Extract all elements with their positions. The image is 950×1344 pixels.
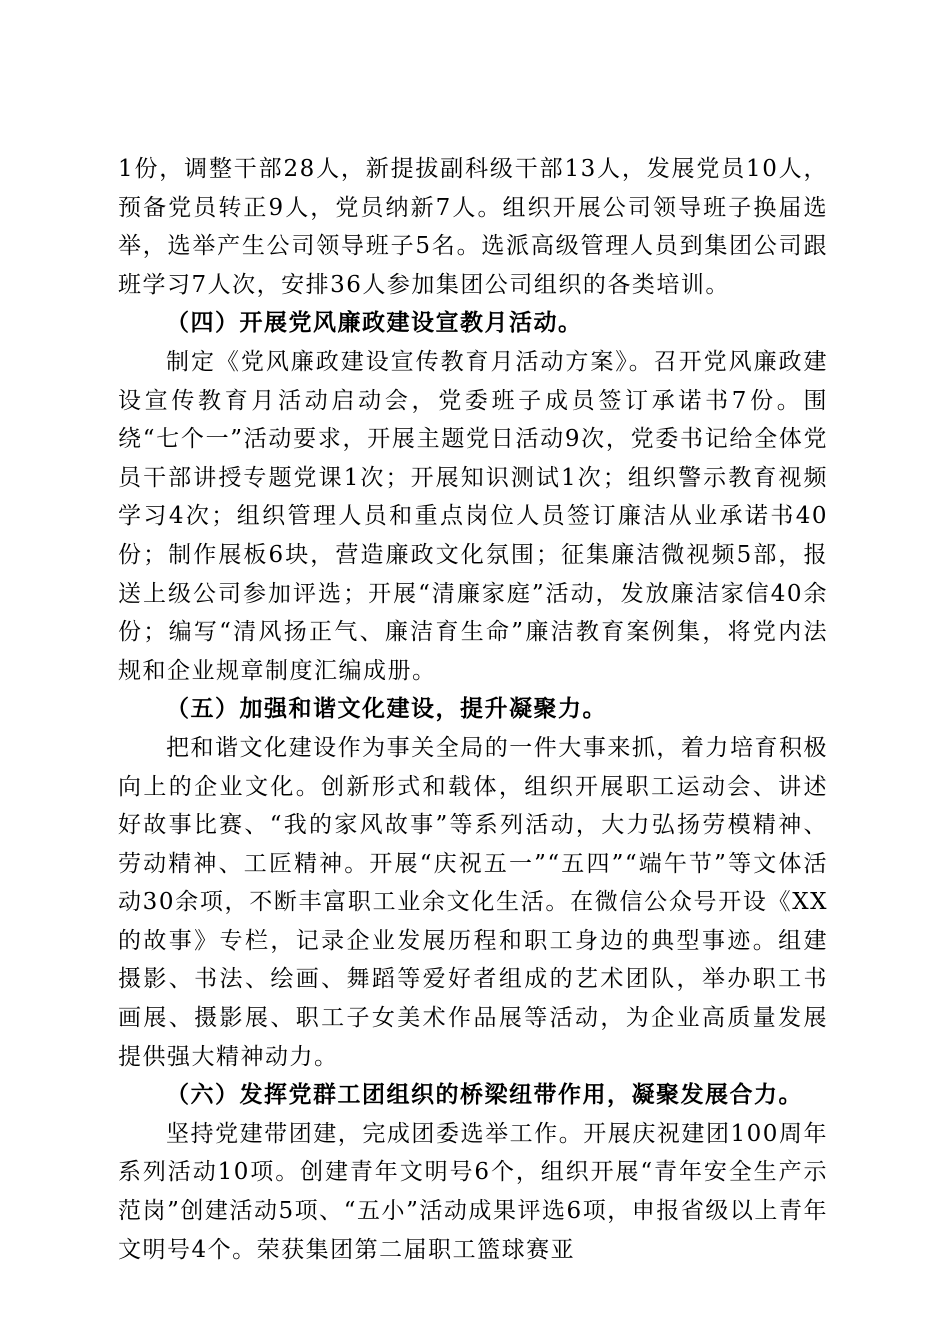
paragraph-youth-league: 坚持党建带团建，完成团委选举工作。开展庆祝建团100周年系列活动10项。创建青年文明号6个，组织开展“青年安全生产示范岗”创建活动5项、“五小”活动成果评选6项，申报省级以上青年文明号4个。荣获集团第二届职工篮球赛亚 [118, 1120, 828, 1263]
heading-section-5: （五）加强和谐文化建设，提升凝聚力。 [166, 695, 607, 723]
paragraph-harmony-culture: 把和谐文化建设作为事关全局的一件大事来抓，着力培育积极向上的企业文化。创新形式和载体，组织开展职工运动会、讲述好故事比赛、“我的家风故事”等系列活动，大力弘扬劳模精神、劳动精神、工匠精神。开展“庆祝五一”“五四”“端午节”等文体活动30余项，不断丰富职工业余文化生活。在微信公众号开设《XX的故事》专栏，记录企业发展历程和职工身边的典型事迹。组建摄影、书法、绘画、舞蹈等爱好者组成的艺术团队，举办职工书画展、摄影展、职工子女美术作品展等活动，为企业高质量发展提供强大精神动力。 [118, 734, 828, 1070]
document-body [118, 150, 828, 1269]
paragraph-integrity-month: 制定《党风廉政建设宣传教育月活动方案》。召开党风廉政建设宣传教育月活动启动会，党委班子成员签订承诺书7份。围绕“七个一”活动要求，开展主题党日活动9次，党委书记给全体党员干部讲授专题党课1次；开展知识测试1次；组织警示教育视频学习4次；组织管理人员和重点岗位人员签订廉洁从业承诺书40份；制作展板6块，营造廉政文化氛围；征集廉洁微视频5部，报送上级公司参加评选；开展“清廉家庭”活动，发放廉洁家信40余份；编写“清风扬正气、廉洁育生命”廉洁教育案例集，将党内法规和企业规章制度汇编成册。 [118, 348, 828, 684]
paragraph-training-stats: 1份，调整干部28人，新提拔副科级干部13人，发展党员10人，预备党员转正9人，党员纳新7人。组织开展公司领导班子换届选举，选举产生公司领导班子5名。选派高级管理人员到集团公司跟班学习7人次，安排36人参加集团公司组织的各类培训。 [118, 156, 828, 298]
heading-section-6: （六）发挥党群工团组织的桥梁纽带作用，凝聚发展合力。 [166, 1081, 803, 1109]
heading-section-4: （四）开展党风廉政建设宣教月活动。 [166, 309, 583, 337]
